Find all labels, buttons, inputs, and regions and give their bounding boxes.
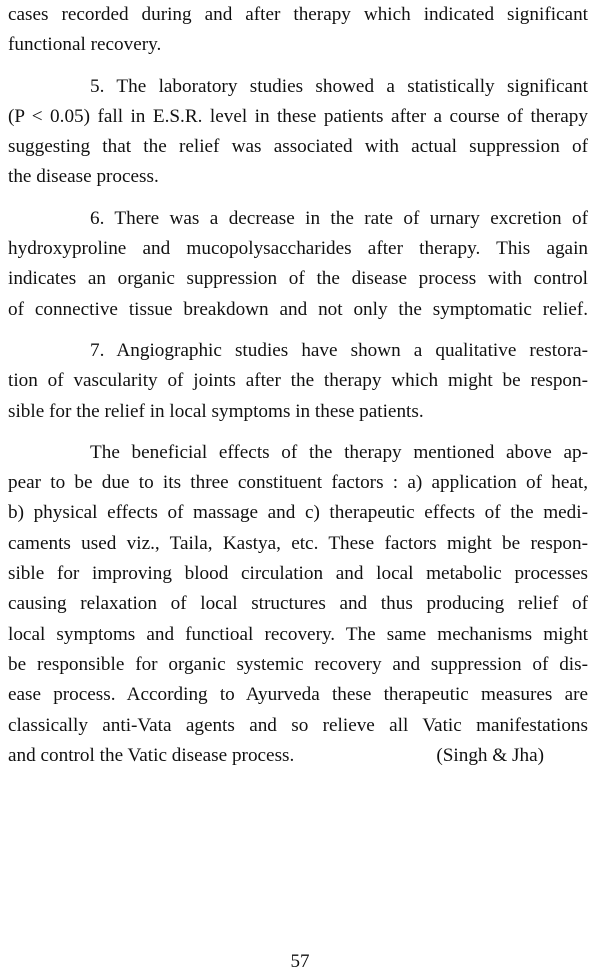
text-line: The beneficial effects of the therapy mentioned above ap- — [90, 441, 588, 463]
text-column — [8, 0, 588, 771]
text-line: 7. Angiographic studies have shown a qualitative restora- — [90, 339, 588, 361]
text-line: local symptoms and functioal recovery. The same mechanisms might — [8, 623, 588, 645]
citation-author: (Singh & Jha) — [436, 744, 544, 766]
text-line: tion of vascularity of joints after the therapy which might be respon- — [8, 370, 588, 392]
page-number: 57 — [290, 951, 310, 972]
paragraph-finding-7 — [8, 336, 588, 427]
text-line: functional recovery. — [8, 34, 162, 56]
text-line: caments used viz., Taila, Kastya, etc. These factors might be respon- — [8, 532, 588, 554]
text-line: causing relaxation of local structures and thus producing relief of — [8, 593, 588, 615]
text-line: 5. The laboratory studies showed a statistically significant — [90, 75, 588, 97]
text-line: cases recorded during and after therapy which indicated significant — [8, 4, 588, 25]
text-line: and control the Vatic disease process. — [8, 744, 295, 766]
text-line: b) physical effects of massage and c) therapeutic effects of the medi- — [8, 502, 588, 524]
paragraph-finding-6 — [8, 204, 588, 325]
text-line: classically anti-Vata agents and so relieve all Vatic manifestations — [8, 714, 588, 736]
text-line: of connective tissue breakdown and not only the symptomatic relief. — [8, 298, 588, 320]
text-line: (P < 0.05) fall in E.S.R. level in these patients after a course of therapy — [8, 105, 588, 127]
text-line: sible for improving blood circulation and local metabolic processes — [8, 563, 588, 585]
text-line: suggesting that the relief was associated with actual suppression of — [8, 136, 588, 158]
text-line: sible for the relief in local symptoms in these patients. — [8, 400, 424, 422]
text-line: indicates an organic suppression of the disease process with control — [8, 268, 588, 290]
paragraph-finding-5 — [8, 72, 588, 193]
text-line: 6. There was a decrease in the rate of urnary excretion of — [90, 207, 588, 229]
text-line: the disease process. — [8, 166, 159, 188]
text-line: ease process. According to Ayurveda these therapeutic measures are — [8, 684, 588, 706]
paragraph-continuation — [8, 0, 588, 61]
text-line-with-author — [8, 741, 588, 771]
text-line: be responsible for organic systemic recovery and suppression of dis- — [8, 653, 588, 675]
text-line: pear to be due to its three constituent factors : a) application of heat, — [8, 472, 588, 494]
paragraph-conclusion — [8, 438, 588, 771]
text-line: hydroxyproline and mucopolysaccharides after therapy. This again — [8, 238, 588, 260]
